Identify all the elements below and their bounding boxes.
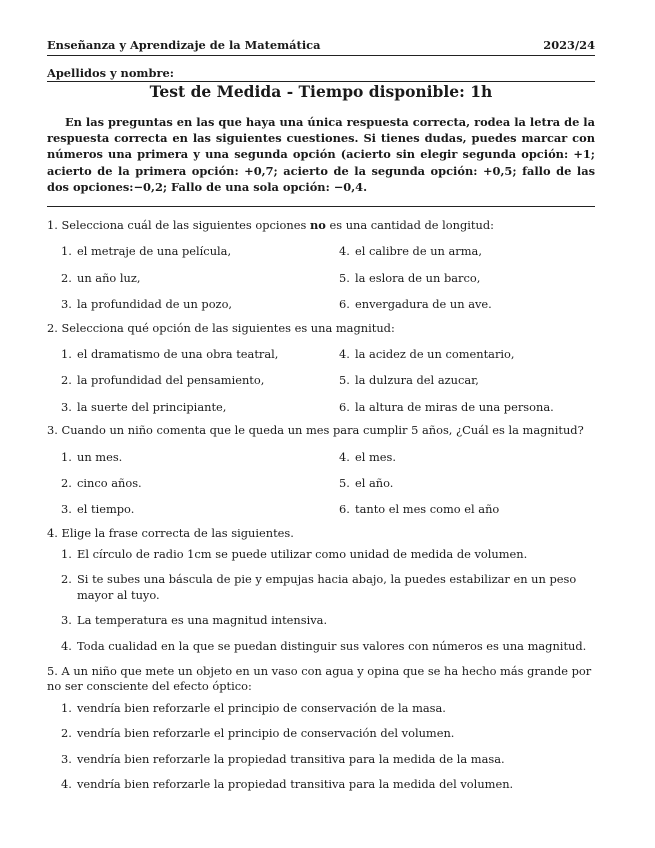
answer-option[interactable] [339,297,609,312]
section-divider [47,206,595,207]
option-number: 1. [61,346,72,361]
page-header [47,38,595,53]
option-grid [61,347,595,415]
option-text: vendría bien reforzarle la propiedad transitiva para la medida de la masa. [77,751,505,766]
option-number: 4. [61,638,72,653]
option-number: 1. [61,547,72,562]
option-text: el tiempo. [77,502,135,517]
option-number: 4. [339,449,350,464]
option-text: envergadura de un ave. [355,297,492,312]
answer-option[interactable] [61,373,339,388]
answer-option[interactable] [61,244,339,259]
option-number: 1. [61,244,72,259]
question-2 [47,321,595,416]
instructions: En las preguntas en las que haya una única respuesta correcta, rodea la letra de la respuesta correcta en las siguientes cuestiones. Si tienes dudas, puedes marcar con números una primera y una segunda opción (acierto sin elegir segunda opción: +1; acierto de la primera opción: +0,7; acierto de la segunda opción: +0,5; fallo de las dos opciones:−0,2; Fallo de una sola opción: −0,4. [47,115,595,194]
question-5 [47,664,595,792]
answer-option[interactable] [61,639,595,654]
test-title: Test de Medida - Tiempo disponible: 1h [149,82,493,101]
name-label: Apellidos y nombre: [47,66,174,80]
option-text: vendría bien reforzarle el principio de conservación del volumen. [77,726,455,741]
answer-option[interactable] [61,547,595,562]
option-number: 6. [339,502,350,517]
option-text: vendría bien reforzarle el principio de conservación de la masa. [77,700,446,715]
option-number: 4. [339,346,350,361]
option-text: la profundidad de un pozo, [77,297,233,312]
answer-option[interactable] [61,613,595,628]
question-text-part: es una cantidad de longitud: [329,218,494,232]
answer-option[interactable] [61,777,595,792]
option-text: el dramatismo de una obra teatral, [77,346,279,361]
question-number: 4. [47,525,58,540]
option-number: 3. [61,751,72,766]
option-text: la eslora de un barco, [355,270,481,285]
option-number: 1. [61,449,72,464]
option-text: la altura de miras de una persona. [355,399,554,414]
question-4 [47,526,595,654]
option-number: 4. [61,776,72,791]
option-text: el mes. [355,449,397,464]
option-number: 2. [61,726,72,741]
option-number: 2. [61,572,72,587]
answer-option[interactable] [61,572,595,603]
answer-option[interactable] [339,347,609,362]
answer-option[interactable] [61,701,595,716]
question-text-emphasis: no [309,218,326,232]
option-number: 2. [61,475,72,490]
option-list [61,547,595,654]
option-number: 4. [339,244,350,259]
option-number: 2. [61,270,72,285]
question-text-part: Selecciona qué opción de las siguientes es una magnitud: [61,320,395,335]
option-text: vendría bien reforzarle la propiedad transitiva para la medida del volumen. [77,776,514,791]
question-number: 2. [47,320,58,335]
question-list [47,218,595,802]
question-text [47,526,595,541]
option-text: el calibre de un arma, [355,244,482,259]
option-text: la dulzura del azucar, [355,373,479,388]
question-number: 5. [47,664,58,679]
answer-option[interactable] [339,450,609,465]
question-text-part: Cuando un niño comenta que le queda un mes para cumplir 5 años, ¿Cuál es la magnitud? [61,423,584,438]
answer-option[interactable] [339,373,609,388]
answer-option[interactable] [61,502,339,517]
question-number: 3. [47,423,58,438]
question-text [47,321,595,336]
option-text: un año luz, [77,270,141,285]
answer-option[interactable] [339,502,609,517]
option-number: 5. [339,270,350,285]
option-text: cinco años. [77,475,142,490]
option-number: 3. [61,502,72,517]
answer-option[interactable] [339,400,609,415]
option-number: 3. [61,297,72,312]
option-grid [61,244,595,312]
option-number: 2. [61,373,72,388]
question-number: 1. [47,218,58,232]
question-text-part: Selecciona cuál de las siguientes opciones [61,218,307,232]
option-text: un mes. [77,449,123,464]
option-text: el año. [355,475,394,490]
option-number: 6. [339,297,350,312]
question-text [47,218,595,233]
answer-option[interactable] [61,400,339,415]
answer-option[interactable] [61,347,339,362]
question-1 [47,218,595,313]
option-number: 5. [339,475,350,490]
option-text: la profundidad del pensamiento, [77,373,265,388]
option-text: la acidez de un comentario, [355,346,515,361]
question-text-part: A un niño que mete un objeto en un vaso con agua y opina que se ha hecho más grande por no ser consciente del efecto óptico: [47,664,592,694]
answer-option[interactable] [61,476,339,491]
answer-option[interactable] [61,726,595,741]
option-text: la suerte del principiante, [77,399,227,414]
option-text: Si te subes una báscula de pie y empujas hacia abajo, la puedes estabilizar en un peso mayor al tuyo. [77,572,577,602]
option-number: 6. [339,399,350,414]
question-text [47,664,595,695]
option-list [61,701,595,793]
header-divider [47,55,595,56]
answer-option[interactable] [61,450,339,465]
option-grid [61,450,595,518]
answer-option[interactable] [61,297,339,312]
answer-option[interactable] [61,271,339,286]
answer-option[interactable] [339,244,609,259]
answer-option[interactable] [339,271,609,286]
option-text: el metraje de una película, [77,244,232,259]
option-text: Toda cualidad en la que se puedan distinguir sus valores con números es una magnitud. [77,638,587,653]
answer-option[interactable] [61,752,595,767]
question-text [47,423,595,438]
option-number: 1. [61,700,72,715]
option-text: El círculo de radio 1cm se puede utilizar como unidad de medida de volumen. [77,547,528,562]
question-text-part: Elige la frase correcta de las siguientes. [61,525,294,540]
course-title: Enseñanza y Aprendizaje de la Matemática [47,38,321,52]
academic-year: 2023/24 [543,38,595,52]
option-number: 5. [339,373,350,388]
option-text: tanto el mes como el año [355,502,500,517]
option-text: La temperatura es una magnitud intensiva. [77,613,328,628]
question-3 [47,423,595,518]
option-number: 3. [61,613,72,628]
option-number: 3. [61,399,72,414]
answer-option[interactable] [339,476,609,491]
